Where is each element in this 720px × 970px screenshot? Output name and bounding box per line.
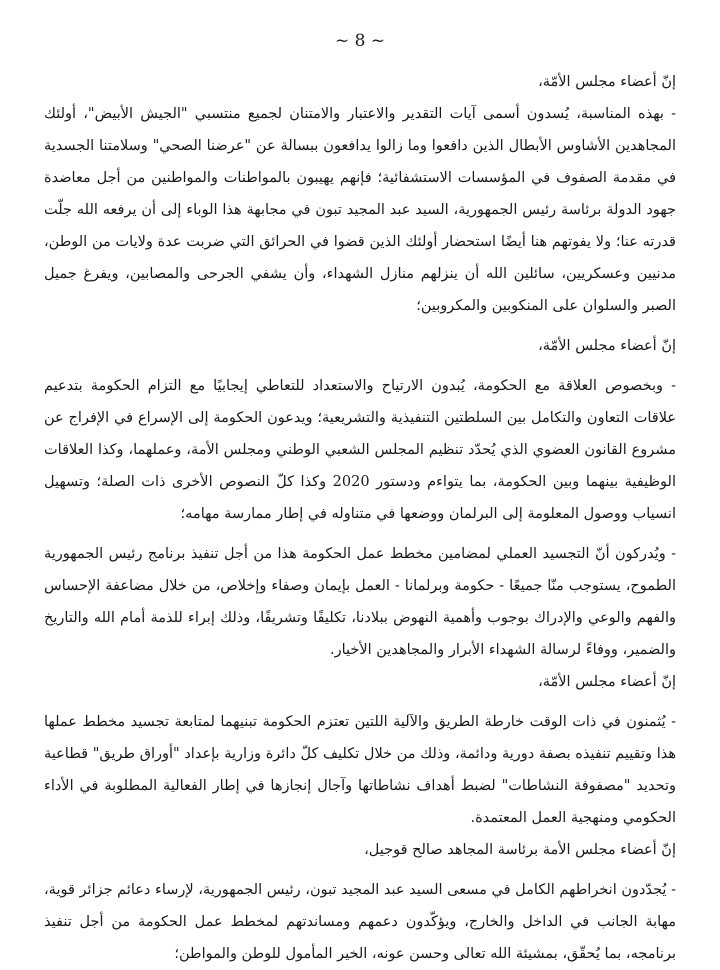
paragraph: - يُجدّدون انخراطهم الكامل في مسعى السيد عبد المجيد تبون، رئيس الجمهورية، لإرساء دعائم جزائر قوية، مهابة الجانب في الداخل والخارج، ويؤكّدون دعمهم ومساندتهم لمخطط عمل الحكومة من أجل تنفيذ برنامجه، بما يُحقّق، بمشيئة الله تعالى وحسن عونه، الخير المأمول للوطن والمواطن؛ [44, 882, 676, 962]
paragraph: - يُثمنون في ذات الوقت خارطة الطريق والآلية اللتين تعتزم الحكومة تبنيهما لمتابعة تجسيد مخطط عملها هذا وتقييم تنفيذه بصفة دورية ودائمة، وذلك من خلال تكليف كلّ دائرة وزارية بإعداد "أوراق طريق" قطاعية وتحديد "مصفوفة النشاطات" لضبط أهداف نشاطاتها وآجال إنجازها في إطار الفعالية المطلوبة في الأداء الحكومي ومنهجية العمل المعتمدة. [44, 714, 676, 826]
paragraph: - ويُدركون أنّ التجسيد العملي لمضامين مخطط عمل الحكومة هذا من أجل تنفيذ برنامج رئيس الجمهورية الطموح، يستوجب منّا جميعًا - حكومة وبرلمانا - العمل بإيمان وصفاء وإخلاص، من خلال مضاعفة الإحساس والفهم والوعي والإدراك بوجوب وأهمية النهوض ببلادنا، تكليفًا وتشريفًا، وذلك إبراء للذمة أمام الله والتاريخ والضمير، ووفاءً لرسالة الشهداء الأبرار والمجاهدين الأخيار. [44, 546, 677, 658]
salutation: إنّ أعضاء مجلس الأمّة، [538, 338, 676, 354]
paragraph: - بهذه المناسبة، يُسدون أسمى آيات التقدير والاعتبار والامتنان لجميع منتسبي "الجيش الأبيض"، أولئك المجاهدين الأشاوس الأبطال الذين دافعوا وما زالوا يدافعون ببسالة عن "عرضنا الصحي" وسلامتنا الجسدية في مقدمة الصفوف في المؤسسات الاستشفائية؛ فإنهم يهيبون بالمواطنات والمواطنين من أجل معاضدة جهود الدولة برئاسة رئيس الجمهورية، السيد عبد المجيد تبون في مجابهة هذا الوباء إلى أن يرفعه الله جلّت قدرته عنا؛ ولا يفوتهم هنا أيضًا استحضار أولئك الذين قضوا في الحرائق التي ضربت عدة ولايات من الوطن، مدنيين وعسكريين، سائلين الله أن ينزلهم منازل الشهداء، وأن يشفي الجرحى والمصابين، ويفرغ جميل الصبر والسلوان على المنكوبين والمكروبين؛ [44, 106, 676, 314]
salutation: إنّ أعضاء مجلس الأمّة، [538, 74, 676, 90]
salutation: إنّ أعضاء مجلس الأمّة، [538, 674, 676, 690]
page-number: ~ 8 ~ [334, 31, 386, 51]
paragraph: - وبخصوص العلاقة مع الحكومة، يُبدون الارتياح والاستعداد للتعاطي إيجابيًا مع التزام الحكومة بتدعيم علاقات التعاون والتكامل بين السلطتين التنفيذية والتشريعية؛ ويدعون الحكومة إلى الإسراع في الإفراج عن مشروع القانون العضوي الذي يُحدّد تنظيم المجلس الشعبي الوطني ومجلس الأمة، وعملهما، وكذا العلاقات الوظيفية بينهما وبين الحكومة، بما يتواءم ودستور 2020 وكذا كلّ النصوص الأخرى ذات الصلة؛ وتسهيل انسياب ووصول المعلومة إلى البرلمان ووضعها في متناوله في إطار ممارسة مهامه؛ [44, 378, 676, 522]
salutation: إنّ أعضاء مجلس الأمة برئاسة المجاهد صالح قوجيل، [364, 842, 676, 858]
